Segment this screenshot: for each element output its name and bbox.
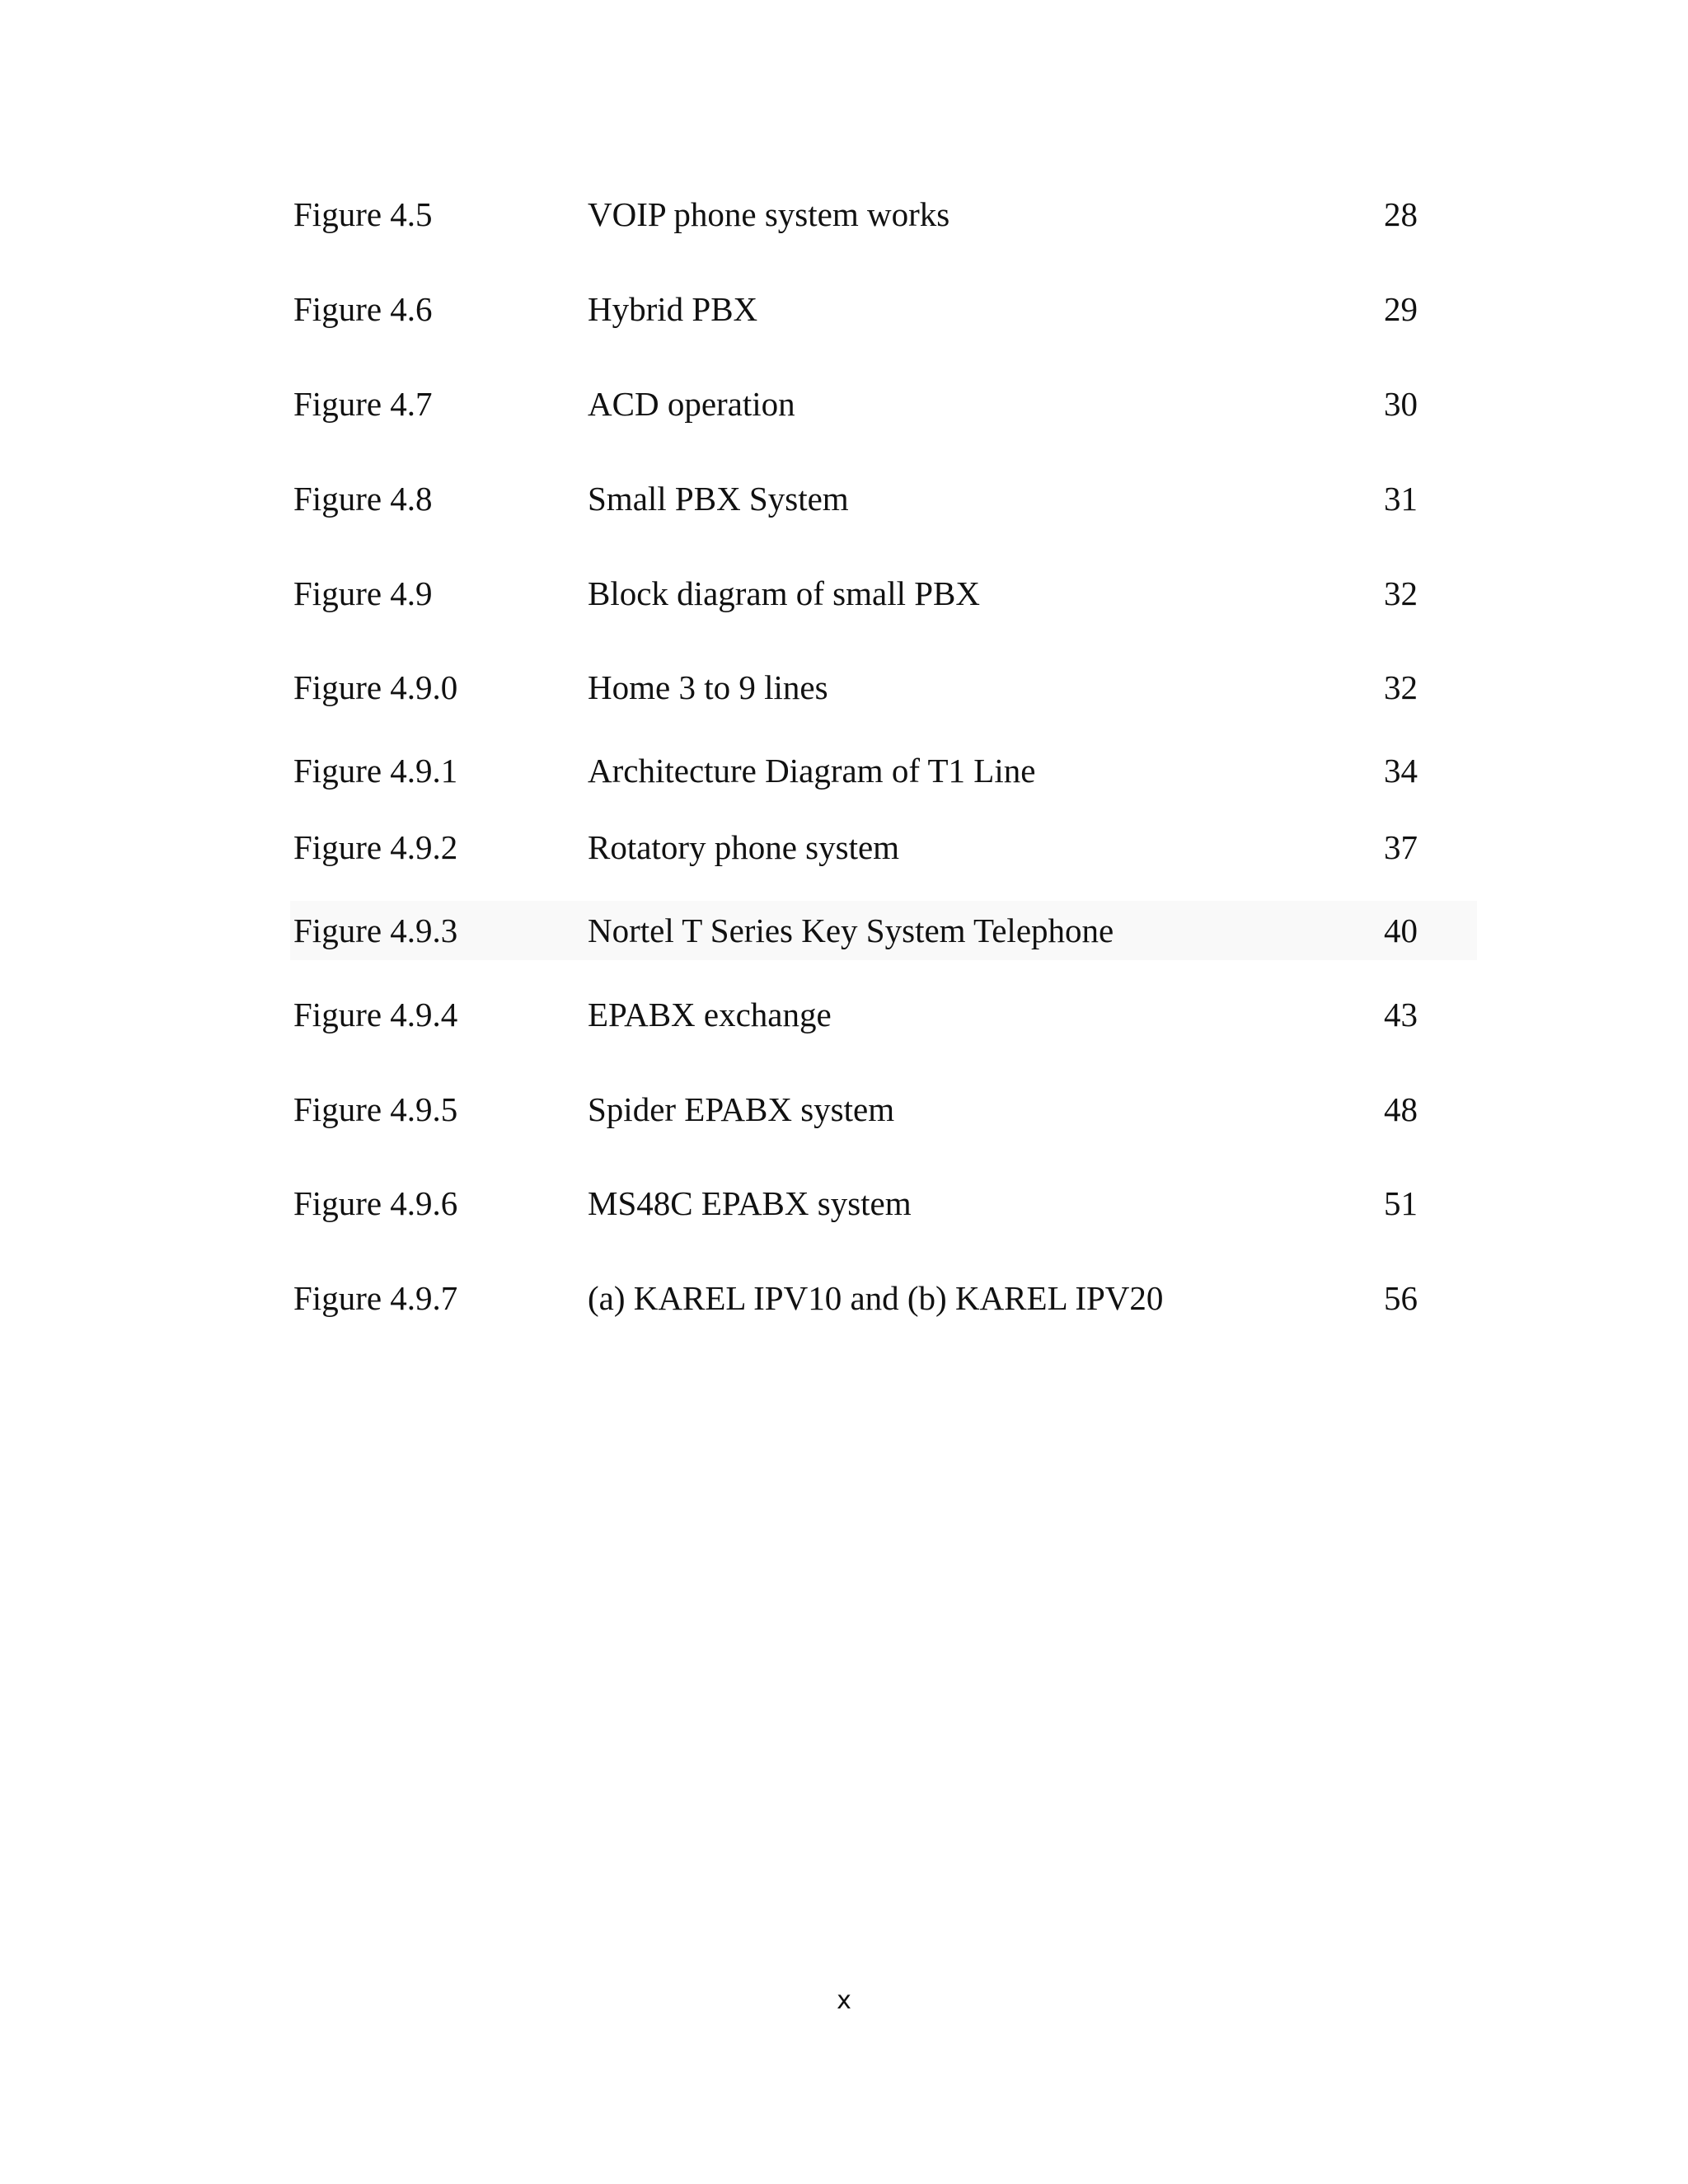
figure-entry-4-9-5 — [290, 1080, 1477, 1139]
figure-title: Architecture Diagram of T1 Line — [588, 752, 1036, 790]
figure-entry-4-9-3 — [290, 901, 1477, 960]
figure-entry-4-9-0 — [290, 658, 1477, 717]
figure-label: Figure 4.9.3 — [293, 912, 458, 949]
figure-title: Nortel T Series Key System Telephone — [588, 912, 1114, 949]
figure-entry-4-6 — [290, 279, 1477, 339]
figure-title: EPABX exchange — [588, 996, 832, 1033]
figure-page-number: 30 — [1384, 385, 1418, 423]
figure-page-number: 28 — [1384, 195, 1418, 233]
figure-entry-4-5 — [290, 185, 1477, 244]
figure-title: Hybrid PBX — [588, 290, 758, 328]
figure-entry-4-7 — [290, 374, 1477, 434]
figure-label: Figure 4.9.4 — [293, 996, 458, 1033]
figure-label: Figure 4.9.2 — [293, 828, 458, 866]
figure-label: Figure 4.9.5 — [293, 1090, 458, 1128]
figure-entry-4-9-6 — [290, 1174, 1477, 1233]
page-number: x — [837, 1986, 851, 2015]
figure-page-number: 29 — [1384, 290, 1418, 328]
figure-page-number: 43 — [1384, 996, 1418, 1033]
figure-page-number: 56 — [1384, 1279, 1418, 1317]
figure-title: Small PBX System — [588, 480, 849, 518]
figure-page-number: 32 — [1384, 668, 1418, 706]
figure-label: Figure 4.5 — [293, 195, 433, 233]
figure-label: Figure 4.9.0 — [293, 668, 458, 706]
figure-title: Rotatory phone system — [588, 828, 900, 866]
figure-entry-4-8 — [290, 469, 1477, 528]
figure-page-number: 51 — [1384, 1184, 1418, 1222]
figure-entry-4-9-2 — [290, 818, 1477, 877]
figure-label: Figure 4.8 — [293, 480, 433, 518]
figure-title: Home 3 to 9 lines — [588, 668, 828, 706]
figure-label: Figure 4.9.1 — [293, 752, 458, 790]
figure-entry-4-9-4 — [290, 985, 1477, 1044]
figure-entry-4-9 — [290, 564, 1477, 623]
figure-entry-4-9-7 — [290, 1268, 1477, 1328]
figure-title: VOIP phone system works — [588, 195, 950, 233]
figure-entry-4-9-1 — [290, 741, 1477, 800]
figure-page-number: 34 — [1384, 752, 1418, 790]
figure-page-number: 37 — [1384, 828, 1418, 866]
figure-label: Figure 4.9.6 — [293, 1184, 458, 1222]
figure-label: Figure 4.9 — [293, 574, 433, 612]
figure-page-number: 40 — [1384, 912, 1418, 949]
figure-label: Figure 4.6 — [293, 290, 433, 328]
figure-title: Block diagram of small PBX — [588, 574, 981, 612]
figure-label: Figure 4.9.7 — [293, 1279, 458, 1317]
figure-page-number: 31 — [1384, 480, 1418, 518]
figure-title: (a) KAREL IPV10 and (b) KAREL IPV20 — [588, 1279, 1164, 1317]
figure-title: MS48C EPABX system — [588, 1184, 912, 1222]
figure-title: ACD operation — [588, 385, 795, 423]
figure-page-number: 32 — [1384, 574, 1418, 612]
figure-title: Spider EPABX system — [588, 1090, 895, 1128]
figure-page-number: 48 — [1384, 1090, 1418, 1128]
figure-label: Figure 4.7 — [293, 385, 433, 423]
